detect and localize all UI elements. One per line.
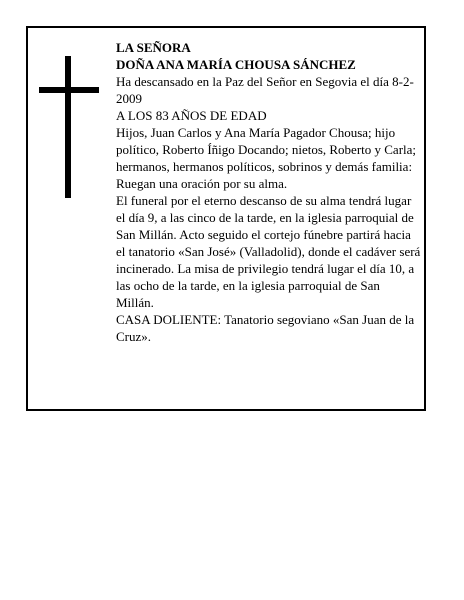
- prayer-request: Ruegan una oración por su alma.: [116, 176, 288, 191]
- cross-vertical-bar: [65, 56, 71, 198]
- obituary-notice: [26, 26, 426, 411]
- deceased-name: DOÑA ANA MARÍA CHOUSA SÁNCHEZ: [116, 57, 356, 72]
- death-statement: Ha descansado en la Paz del Señor en Segovia el día 8-2-2009: [116, 74, 414, 106]
- title-prefix: LA SEÑORA: [116, 40, 191, 55]
- family-list: Hijos, Juan Carlos y Ana María Pagador Chousa; hijo político, Roberto Íñigo Docando; nietos, Roberto y Carla; hermanos, hermanos políticos, sobrinos y demás familia:: [116, 125, 417, 174]
- age-line: A LOS 83 AÑOS DE EDAD: [116, 108, 267, 123]
- funeral-details: El funeral por el eterno descanso de su alma tendrá lugar el día 9, a las cinco de la tarde, en la iglesia parroquial de San Millán. Acto seguido el cortejo fúnebre partirá hacia el tanatorio «San José» (Valladolid), donde el cadáver será incinerado. La misa de privilegio tendrá lugar el día 10, a las ocho de la tarde, en la iglesia parroquial de San Millán.: [116, 193, 421, 310]
- obituary-text: [116, 39, 421, 345]
- cross-horizontal-bar: [39, 87, 99, 93]
- mourning-house: CASA DOLIENTE: Tanatorio segoviano «San Juan de la Cruz».: [116, 312, 415, 344]
- cross-icon: [39, 56, 99, 198]
